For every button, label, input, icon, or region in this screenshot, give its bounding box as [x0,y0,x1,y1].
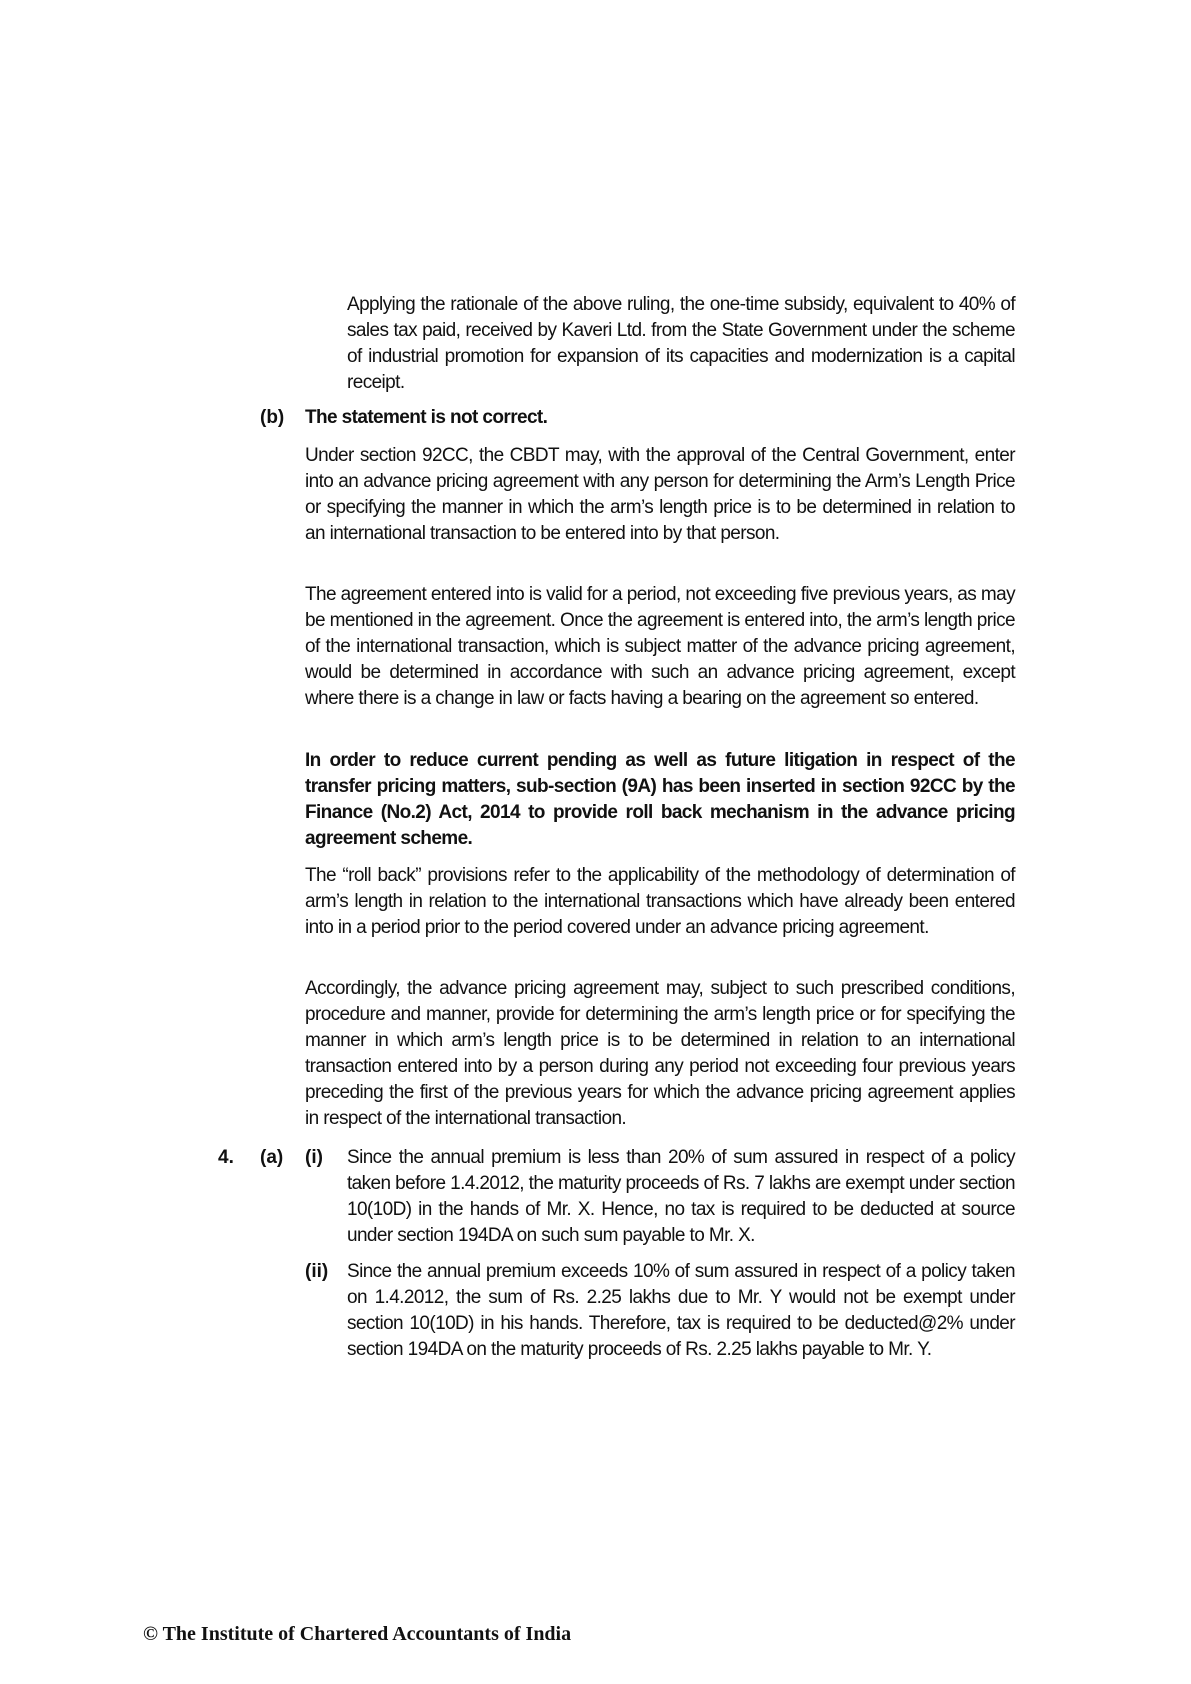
paragraph-roll-back-insertion: In order to reduce current pending as well as future litigation in respect of the transfer pricing matters, sub-section (9A) has been inserted in section 92CC by the Finance (No.2) Act, 2014 to provide roll back mechanism in the advance pricing agreement scheme. [305,750,1015,849]
part-b-label: (b) [260,407,285,428]
question-4-number: 4. [218,1147,234,1168]
part-b-heading: The statement is not correct. [305,407,548,428]
sub-i-label: (i) [305,1147,323,1168]
sub-ii-label: (ii) [305,1261,329,1282]
paragraph-roll-back-definition: The “roll back” provisions refer to the applicability of the methodology of determination of arm’s length in relation to the international transactions which have already been entered into in a period prior to the period covered under an advance pricing agreement. [305,865,1015,938]
footer-copyright: © The Institute of Chartered Accountants of India [143,1623,572,1645]
paragraph-subsidy-conclusion: Applying the rationale of the above ruling, the one-time subsidy, equivalent to 40% of sales tax paid, received by Kaveri Ltd. from the State Government under the scheme of industrial promotion for expansion of its capacities and modernization is a capital receipt. [347,294,1015,393]
paragraph-accordingly: Accordingly, the advance pricing agreement may, subject to such prescribed conditions, procedure and manner, provide for determining the arm’s length price or for specifying the manner in which arm’s length price is to be determined in relation to an international transaction entered into by a person during any period not exceeding four previous years preceding the first of the previous years for which the advance pricing agreement applies in respect of the international transaction. [305,978,1015,1129]
paragraph-agreement-validity: The agreement entered into is valid for a period, not exceeding five previous years, as may be mentioned in the agreement. Once the agreement is entered into, the arm’s length price of the international transaction, which is subject matter of the advance pricing agreement, would be determined in accordance with such an advance pricing agreement, except where there is a change in law or facts having a bearing on the agreement so entered. [305,584,1015,709]
answer-sub-ii: Since the annual premium exceeds 10% of sum assured in respect of a policy taken on 1.4.2012, the sum of Rs. 2.25 lakhs due to Mr. Y would not be exempt under section 10(10D) in his hands. Therefore, tax is required to be deducted@2% under section 194DA on the maturity proceeds of Rs. 2.25 lakhs payable to Mr. Y. [347,1261,1015,1360]
paragraph-section-92cc: Under section 92CC, the CBDT may, with the approval of the Central Government, enter into an advance pricing agreement with any person for determining the Arm’s Length Price or specifying the manner in which the arm’s length price is to be determined in relation to an international transaction to be entered into by that person. [305,445,1015,544]
answer-sub-i: Since the annual premium is less than 20% of sum assured in respect of a policy taken before 1.4.2012, the maturity proceeds of Rs. 7 lakhs are exempt under section 10(10D) in the hands of Mr. X. Hence, no tax is required to be deducted at source under section 194DA on such sum payable to Mr. X. [347,1147,1015,1246]
question-4-part-a-label: (a) [260,1147,284,1168]
